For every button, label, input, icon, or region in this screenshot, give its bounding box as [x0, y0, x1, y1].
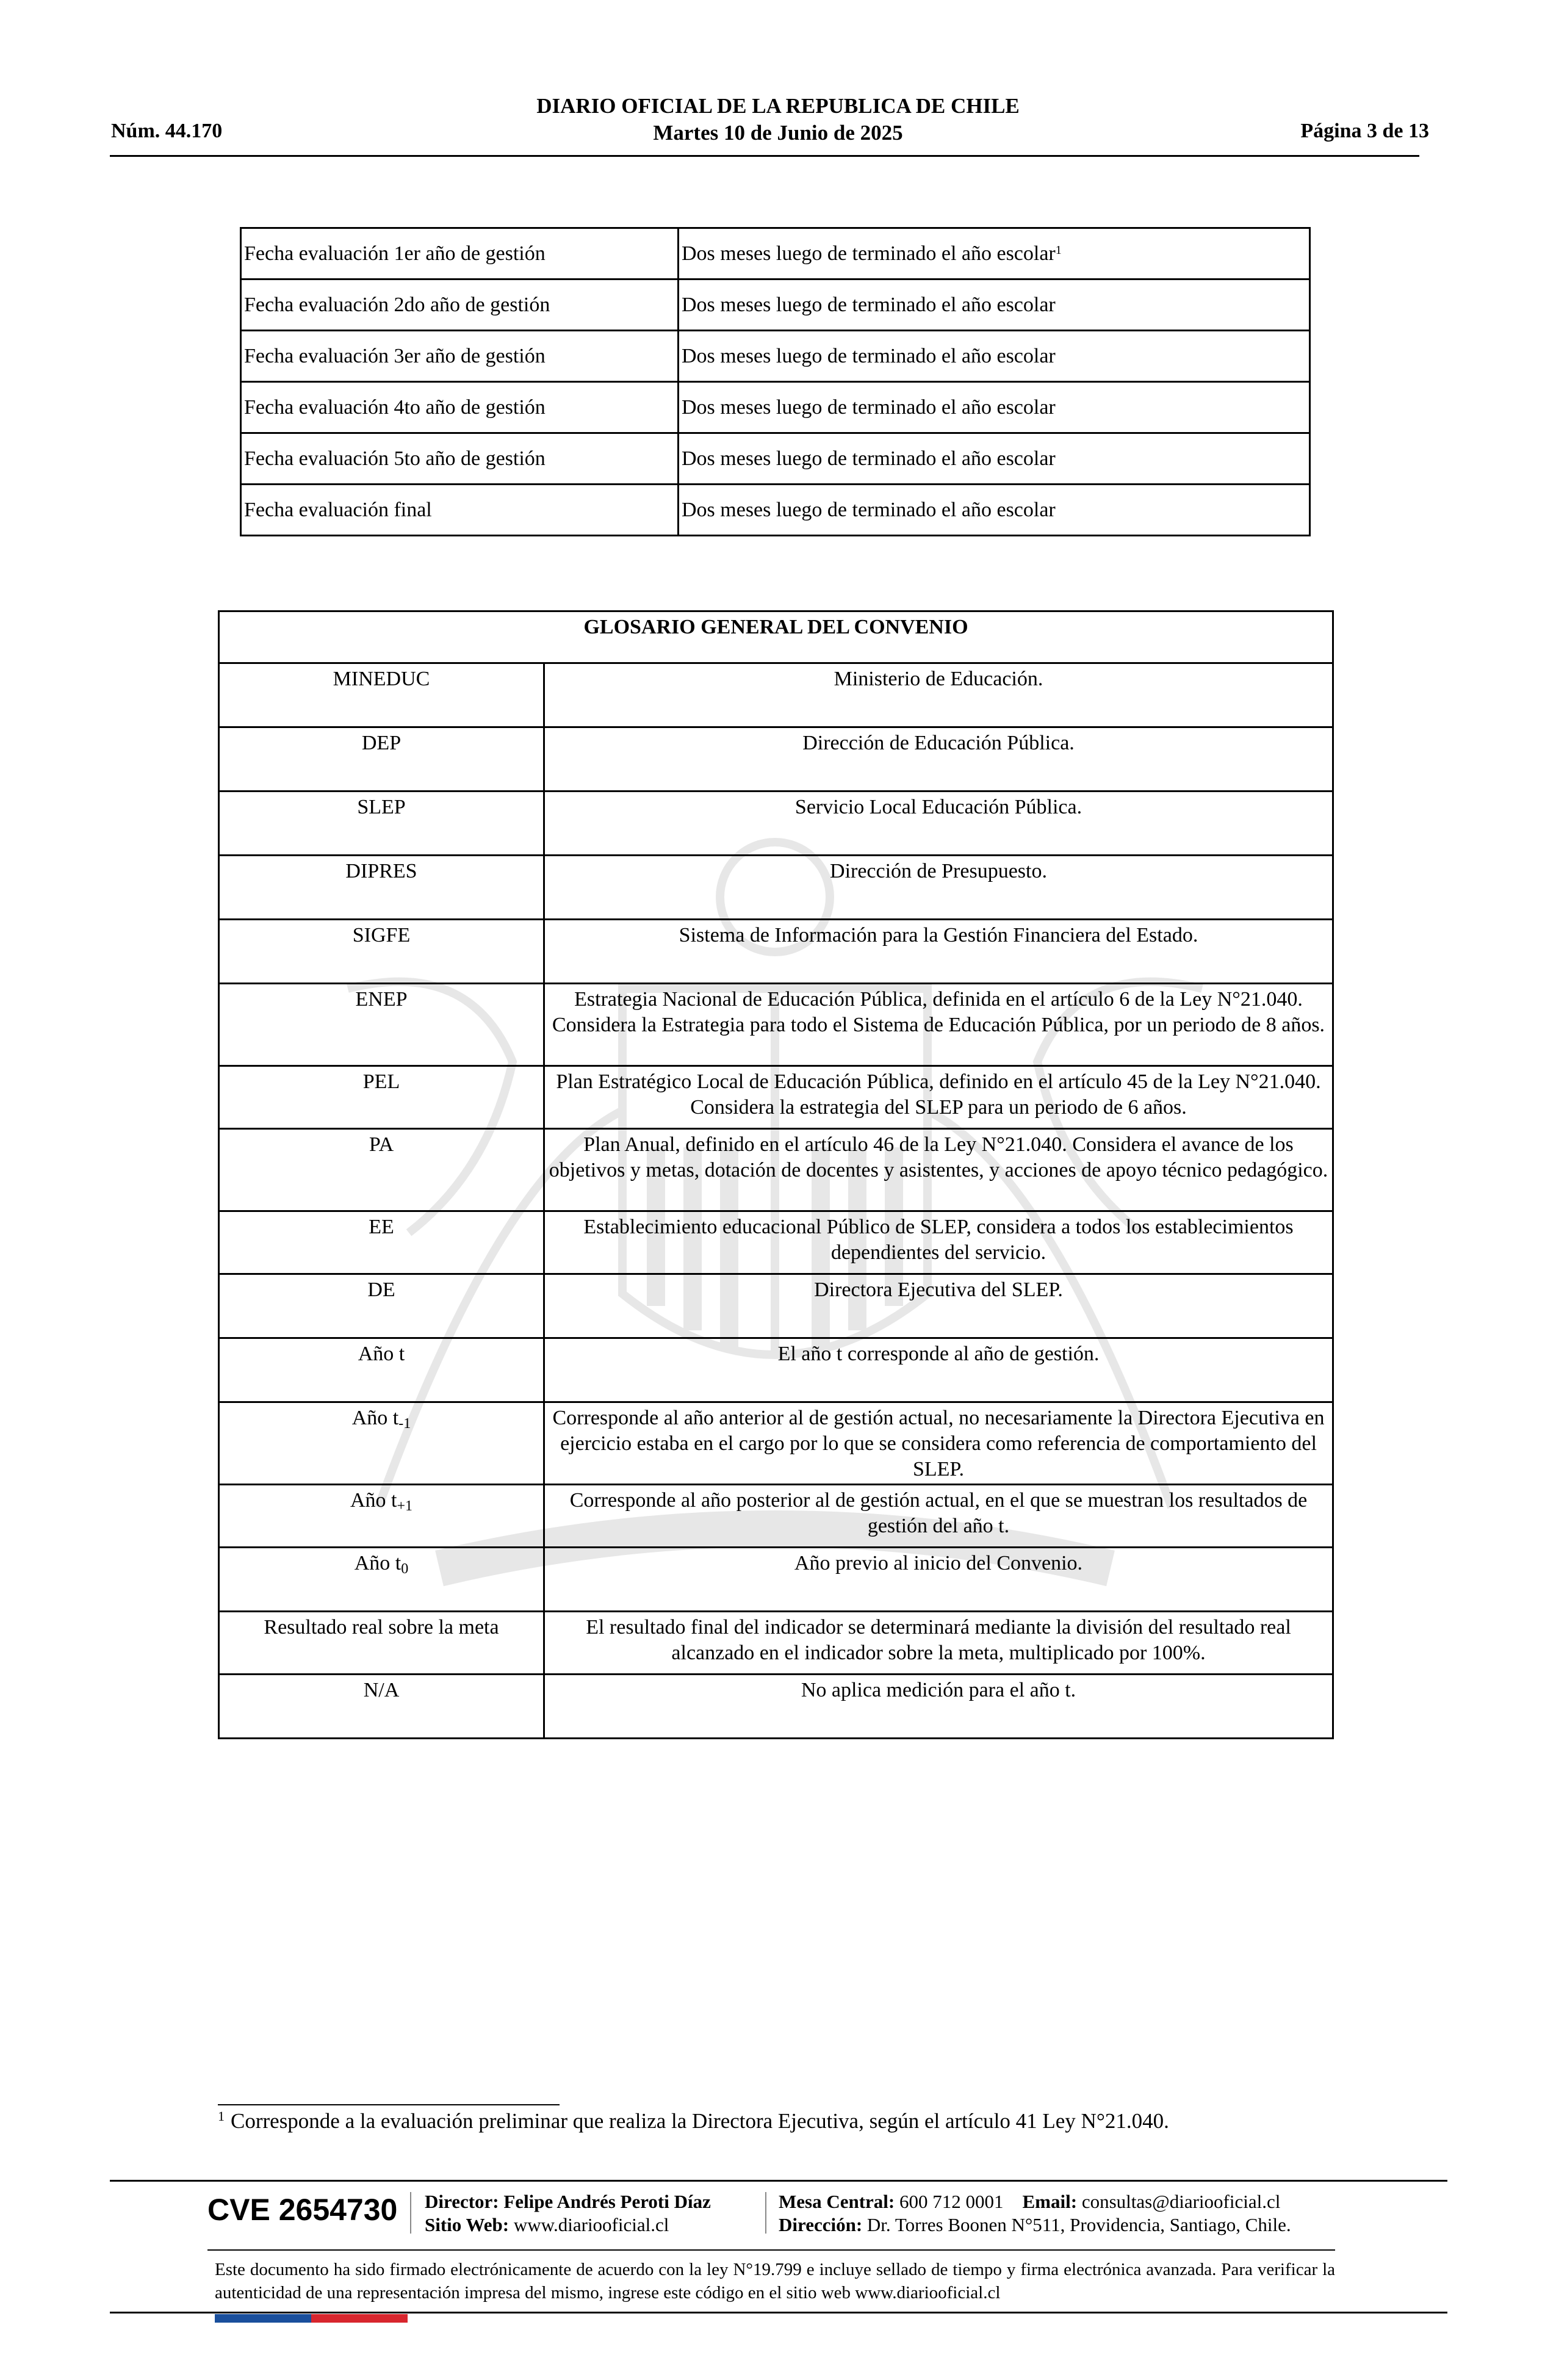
- evaluation-dates-body: [241, 228, 1310, 536]
- glossary-row: [219, 1612, 1333, 1675]
- director-line: [425, 2191, 711, 2213]
- glossary-table: [218, 610, 1334, 1739]
- glossary-term-text: SLEP: [357, 796, 406, 818]
- glossary-definition: Corresponde al año anterior al de gestión actual, no necesariamente la Directora Ejecutiva en ejercicio estaba en el cargo por lo que se considera como referencia de comportamiento del SLEP.: [544, 1402, 1333, 1485]
- glossary-row: [219, 663, 1333, 727]
- contact-line: [779, 2191, 1280, 2213]
- evaluation-row: [241, 485, 1310, 536]
- glossary-term: [219, 1066, 544, 1129]
- glossary-term-text: PEL: [362, 1070, 400, 1093]
- glossary-definition: Establecimiento educacional Público de SLEP, considera a todos los establecimientos dependientes del servicio.: [544, 1211, 1333, 1274]
- footnote-reference: 1: [1055, 243, 1062, 257]
- glossary-definition: Plan Estratégico Local de Educación Pública, definido en el artículo 45 de la Ley N°21.040. Considera la estrategia del SLEP para un periodo de 6 años.: [544, 1066, 1333, 1129]
- issue-number: Núm. 44.170: [111, 120, 223, 142]
- evaluation-row: [241, 382, 1310, 433]
- evaluation-value: [679, 433, 1310, 485]
- glossary-definition: No aplica medición para el año t.: [544, 1675, 1333, 1739]
- evaluation-label: Fecha evaluación 1er año de gestión: [241, 228, 679, 279]
- legal-notice: Este documento ha sido firmado electrónicamente de acuerdo con la ley N°19.799 e incluye sellado de tiempo y firma electrónica avanzada. Para verificar la autenticidad de una representación impresa del mismo, ingrese este código en el sitio web www.diariooficial.cl: [215, 2260, 1335, 2302]
- evaluation-label: Fecha evaluación final: [241, 485, 679, 536]
- glossary-row: [219, 1129, 1333, 1211]
- glossary-row: [219, 727, 1333, 792]
- glossary-term-text: Año t: [351, 1407, 399, 1429]
- evaluation-value: [679, 228, 1310, 279]
- evaluation-value-text: Dos meses luego de terminado el año escolar: [682, 242, 1056, 265]
- glossary-term-text: PA: [369, 1133, 394, 1156]
- website-label: Sitio Web:: [425, 2214, 510, 2235]
- evaluation-dates-table: [240, 227, 1311, 536]
- glossary-term: [219, 663, 544, 727]
- glossary-row: [219, 1211, 1333, 1274]
- evaluation-value: [679, 331, 1310, 382]
- glossary-term-text: Resultado real sobre la meta: [264, 1616, 499, 1639]
- header-divider: [110, 155, 1419, 157]
- glossary-term: [219, 1485, 544, 1548]
- glossary-term: [219, 856, 544, 920]
- glossary-title: GLOSARIO GENERAL DEL CONVENIO: [219, 611, 1333, 663]
- glossary-row: [219, 1066, 1333, 1129]
- newspaper-title: DIARIO OFICIAL DE LA REPUBLICA DE CHILE: [536, 94, 1020, 118]
- glossary-row: [219, 856, 1333, 920]
- address-label: Dirección:: [779, 2214, 863, 2235]
- glossary-definition: Ministerio de Educación.: [544, 663, 1333, 727]
- glossary-row: [219, 920, 1333, 984]
- evaluation-value-text: Dos meses luego de terminado el año escolar: [682, 395, 1056, 419]
- glossary-term: [219, 792, 544, 856]
- glossary-definition: Plan Anual, definido en el artículo 46 de la Ley N°21.040. Considera el avance de los objetivos y metas, dotación de docentes y asistentes, y acciones de apoyo técnico pedagógico.: [544, 1129, 1333, 1211]
- evaluation-value-text: Dos meses luego de terminado el año escolar: [682, 498, 1056, 521]
- glossary-definition: El resultado final del indicador se determinará mediante la división del resultado real alcanzado en el indicador sobre la meta, multiplicado por 100%.: [544, 1612, 1333, 1675]
- evaluation-label: Fecha evaluación 2do año de gestión: [241, 279, 679, 331]
- flag-stripe-red: [311, 2314, 408, 2323]
- evaluation-row: [241, 331, 1310, 382]
- glossary-term-text: SIGFE: [352, 924, 411, 947]
- glossary-term: [219, 1402, 544, 1485]
- evaluation-label: Fecha evaluación 5to año de gestión: [241, 433, 679, 485]
- evaluation-value: [679, 279, 1310, 331]
- issue-date: Martes 10 de Junio de 2025: [653, 121, 903, 145]
- glossary-definition: Dirección de Educación Pública.: [544, 727, 1333, 792]
- footnote: [218, 2109, 1169, 2133]
- footnote-text: Corresponde a la evaluación preliminar que realiza la Directora Ejecutiva, según el artículo 41 Ley N°21.040.: [231, 2109, 1169, 2133]
- footer-top-rule: [110, 2180, 1447, 2182]
- glossary-definition: Dirección de Presupuesto.: [544, 856, 1333, 920]
- glossary-row: [219, 1485, 1333, 1548]
- glossary-term-text: N/A: [363, 1679, 400, 1701]
- glossary-row: [219, 792, 1333, 856]
- page-number: Página 3 de 13: [1300, 120, 1429, 142]
- glossary-term: [219, 1338, 544, 1402]
- glossary-term-text: DIPRES: [345, 860, 417, 882]
- glossary-term-text: ENEP: [355, 988, 408, 1011]
- glossary-term-text: Año t: [350, 1489, 397, 1512]
- glossary-term-text: Año t: [358, 1343, 405, 1365]
- glossary-term: [219, 1129, 544, 1211]
- glossary-definition: Sistema de Información para la Gestión Financiera del Estado.: [544, 920, 1333, 984]
- glossary-term: [219, 920, 544, 984]
- glossary-definition: Servicio Local Educación Pública.: [544, 792, 1333, 856]
- glossary-term: [219, 1548, 544, 1612]
- glossary-term-subscript: -1: [398, 1416, 411, 1432]
- evaluation-value: [679, 485, 1310, 536]
- glossary-row: [219, 1338, 1333, 1402]
- glossary-term: [219, 727, 544, 792]
- footer-bottom-rule: [110, 2312, 1447, 2313]
- glossary-term-text: Año t: [354, 1552, 402, 1574]
- glossary-row: [219, 1274, 1333, 1338]
- glossary-row: [219, 1675, 1333, 1739]
- evaluation-value-text: Dos meses luego de terminado el año escolar: [682, 293, 1056, 316]
- glossary-definition: Corresponde al año posterior al de gestión actual, en el que se muestran los resultados de gestión del año t.: [544, 1485, 1333, 1548]
- glossary-term: [219, 984, 544, 1066]
- email-label: Email:: [1022, 2191, 1078, 2212]
- evaluation-row: [241, 228, 1310, 279]
- glossary-term-text: MINEDUC: [333, 668, 430, 690]
- glossary-term: [219, 1612, 544, 1675]
- website-line: [425, 2214, 669, 2236]
- director-label: Director:: [425, 2191, 499, 2212]
- evaluation-value-text: Dos meses luego de terminado el año escolar: [682, 447, 1056, 470]
- glossary-body: [219, 663, 1333, 1739]
- glossary-term-text: EE: [369, 1216, 394, 1238]
- evaluation-value: [679, 382, 1310, 433]
- footnote-divider: [218, 2104, 560, 2105]
- glossary-term: [219, 1675, 544, 1739]
- address-line: [779, 2214, 1291, 2236]
- evaluation-value-text: Dos meses luego de terminado el año escolar: [682, 344, 1056, 367]
- glossary-definition: Estrategia Nacional de Educación Pública, definida en el artículo 6 de la Ley N°21.040. Considera la Estrategia para todo el Sistema de Educación Pública, por un periodo de 8 años.: [544, 984, 1333, 1066]
- website-link[interactable]: www.diariooficial.cl: [513, 2214, 669, 2235]
- glossary-term-text: DE: [367, 1278, 395, 1301]
- glossary-row: [219, 1548, 1333, 1612]
- glossary-row: [219, 984, 1333, 1066]
- glossary-term-subscript: +1: [397, 1498, 413, 1514]
- evaluation-label: Fecha evaluación 4to año de gestión: [241, 382, 679, 433]
- glossary-term: [219, 1274, 544, 1338]
- director-name: Felipe Andrés Peroti Díaz: [503, 2191, 711, 2212]
- evaluation-row: [241, 279, 1310, 331]
- glossary-term: [219, 1211, 544, 1274]
- address-text: Dr. Torres Boonen N°511, Providencia, Santiago, Chile.: [866, 2214, 1291, 2235]
- phone-label: Mesa Central:: [779, 2191, 895, 2212]
- glossary-row: [219, 1402, 1333, 1485]
- footer-middle-rule: [207, 2249, 1335, 2251]
- footer-separator: [410, 2192, 411, 2234]
- footnote-number: 1: [218, 2108, 225, 2124]
- email-link[interactable]: consultas@diariooficial.cl: [1081, 2191, 1281, 2212]
- flag-stripe-blue: [215, 2314, 311, 2323]
- phone-number: 600 712 0001: [899, 2191, 1004, 2212]
- glossary-term-subscript: 0: [401, 1561, 409, 1577]
- footer-separator: [765, 2192, 766, 2234]
- glossary-definition: Directora Ejecutiva del SLEP.: [544, 1274, 1333, 1338]
- evaluation-label: Fecha evaluación 3er año de gestión: [241, 331, 679, 382]
- glossary-definition: Año previo al inicio del Convenio.: [544, 1548, 1333, 1612]
- glossary-term-text: DEP: [361, 732, 402, 754]
- cve-code: CVE 2654730: [207, 2193, 398, 2227]
- glossary-definition: El año t corresponde al año de gestión.: [544, 1338, 1333, 1402]
- evaluation-row: [241, 433, 1310, 485]
